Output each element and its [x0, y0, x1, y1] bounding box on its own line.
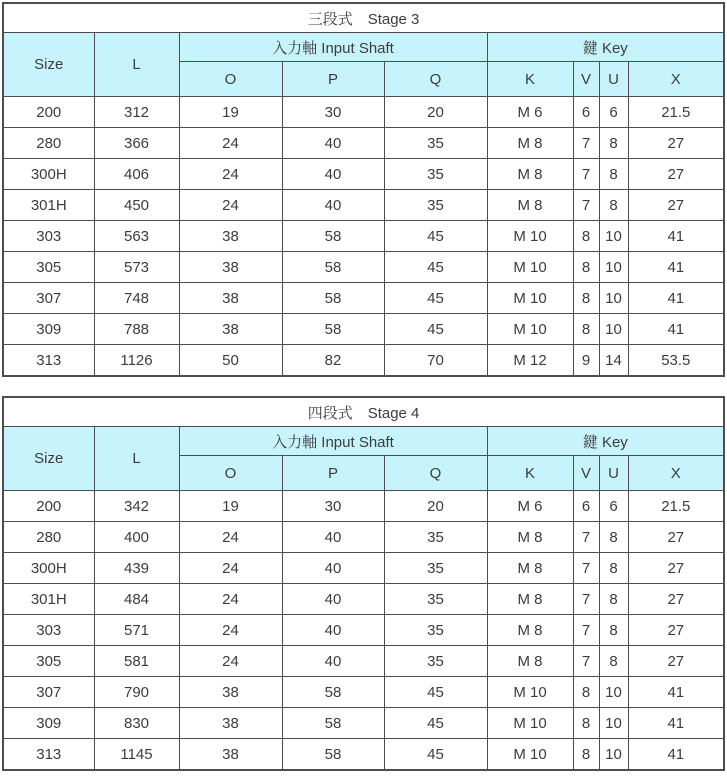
table-cell: 35 — [384, 553, 487, 584]
table-cell: 41 — [628, 283, 724, 314]
col-group-key: 鍵 Key — [487, 427, 724, 456]
col-header-o: O — [179, 62, 282, 97]
table-cell: 27 — [628, 553, 724, 584]
table-cell: 1145 — [94, 739, 179, 771]
table-cell: 200 — [3, 491, 94, 522]
table-cell: 7 — [573, 190, 599, 221]
table-cell: 50 — [179, 345, 282, 377]
col-header-q: Q — [384, 62, 487, 97]
table-cell: 300H — [3, 159, 94, 190]
table-cell: 313 — [3, 739, 94, 771]
table-cell: 35 — [384, 128, 487, 159]
table-cell: 20 — [384, 97, 487, 128]
stage3-table-body — [3, 97, 724, 377]
table-cell: 366 — [94, 128, 179, 159]
table-cell: 7 — [573, 584, 599, 615]
col-header-p: P — [282, 456, 384, 491]
table-cell: 41 — [628, 677, 724, 708]
table-cell: M 10 — [487, 252, 573, 283]
table-cell: 8 — [573, 252, 599, 283]
table-cell: 35 — [384, 159, 487, 190]
table-cell: M 8 — [487, 553, 573, 584]
table-cell: 8 — [599, 190, 628, 221]
table-cell: 8 — [573, 739, 599, 771]
table-cell: 45 — [384, 283, 487, 314]
col-header-p: P — [282, 62, 384, 97]
table-cell: 35 — [384, 584, 487, 615]
table-cell: 8 — [599, 584, 628, 615]
table-cell: 303 — [3, 615, 94, 646]
table-cell: 9 — [573, 345, 599, 377]
table-cell: M 8 — [487, 584, 573, 615]
table-cell: 27 — [628, 584, 724, 615]
col-header-o: O — [179, 456, 282, 491]
table-cell: 563 — [94, 221, 179, 252]
table-cell: 303 — [3, 221, 94, 252]
table-cell: 24 — [179, 128, 282, 159]
col-header-k: K — [487, 62, 573, 97]
table-cell: 35 — [384, 190, 487, 221]
table-row — [3, 615, 724, 646]
header-group-row — [3, 33, 724, 62]
table-row — [3, 314, 724, 345]
table-cell: M 8 — [487, 128, 573, 159]
table-cell: 58 — [282, 677, 384, 708]
table-row — [3, 190, 724, 221]
table-cell: 307 — [3, 677, 94, 708]
table-cell: 35 — [384, 522, 487, 553]
col-header-size: Size — [3, 33, 94, 97]
table-cell: 305 — [3, 252, 94, 283]
table-cell: 300H — [3, 553, 94, 584]
table-cell: 38 — [179, 252, 282, 283]
table-cell: M 10 — [487, 283, 573, 314]
table-cell: 313 — [3, 345, 94, 377]
col-header-size: Size — [3, 427, 94, 491]
col-header-k: K — [487, 456, 573, 491]
table-cell: 790 — [94, 677, 179, 708]
table-cell: 40 — [282, 128, 384, 159]
table-row — [3, 97, 724, 128]
table-cell: 6 — [573, 491, 599, 522]
table-row — [3, 345, 724, 377]
table-cell: M 10 — [487, 708, 573, 739]
table-cell: 24 — [179, 553, 282, 584]
table-cell: 309 — [3, 314, 94, 345]
table-title-row — [3, 397, 724, 427]
table-cell: 8 — [573, 677, 599, 708]
table-cell: M 6 — [487, 491, 573, 522]
table-cell: 342 — [94, 491, 179, 522]
stage4-table-body — [3, 491, 724, 771]
table-cell: 45 — [384, 677, 487, 708]
table-cell: 58 — [282, 252, 384, 283]
table-cell: 35 — [384, 646, 487, 677]
table-cell: 8 — [573, 283, 599, 314]
table-cell: 6 — [599, 491, 628, 522]
table-cell: 41 — [628, 252, 724, 283]
table-cell: M 8 — [487, 615, 573, 646]
table-cell: 40 — [282, 584, 384, 615]
table-cell: 7 — [573, 553, 599, 584]
table-cell: 58 — [282, 314, 384, 345]
table-cell: 748 — [94, 283, 179, 314]
table-cell: 24 — [179, 190, 282, 221]
table-cell: 38 — [179, 677, 282, 708]
table-cell: 10 — [599, 314, 628, 345]
table-cell: 10 — [599, 283, 628, 314]
table-cell: 38 — [179, 221, 282, 252]
table-row — [3, 553, 724, 584]
col-header-q: Q — [384, 456, 487, 491]
table-cell: 7 — [573, 159, 599, 190]
table-cell: 30 — [282, 491, 384, 522]
table-cell: 82 — [282, 345, 384, 377]
table-cell: 8 — [599, 522, 628, 553]
col-header-x: X — [628, 456, 724, 491]
table-cell: 301H — [3, 584, 94, 615]
stage4-table-title: 四段式 Stage 4 — [3, 397, 724, 427]
table-cell: 280 — [3, 128, 94, 159]
col-group-key: 鍵 Key — [487, 33, 724, 62]
table-cell: 27 — [628, 128, 724, 159]
table-cell: 40 — [282, 522, 384, 553]
table-cell: 21.5 — [628, 491, 724, 522]
table-cell: M 10 — [487, 739, 573, 771]
table-row — [3, 128, 724, 159]
table-cell: 8 — [599, 159, 628, 190]
table-cell: 27 — [628, 646, 724, 677]
table-cell: 439 — [94, 553, 179, 584]
table-cell: 45 — [384, 314, 487, 345]
table-cell: 70 — [384, 345, 487, 377]
table-cell: 45 — [384, 252, 487, 283]
table-cell: 8 — [573, 708, 599, 739]
table-cell: M 6 — [487, 97, 573, 128]
table-cell: 10 — [599, 221, 628, 252]
table-cell: 45 — [384, 221, 487, 252]
table-cell: 35 — [384, 615, 487, 646]
stage3-spec-table — [2, 2, 725, 377]
table-cell: 24 — [179, 584, 282, 615]
stage3-table-title: 三段式 Stage 3 — [3, 3, 724, 33]
table-cell: 8 — [599, 615, 628, 646]
table-cell: 38 — [179, 708, 282, 739]
col-header-x: X — [628, 62, 724, 97]
table-cell: 40 — [282, 159, 384, 190]
table-cell: 406 — [94, 159, 179, 190]
table-cell: 21.5 — [628, 97, 724, 128]
col-header-l: L — [94, 427, 179, 491]
table-row — [3, 283, 724, 314]
table-cell: 58 — [282, 283, 384, 314]
stage4-spec-table — [2, 396, 725, 771]
table-cell: 27 — [628, 159, 724, 190]
table-cell: 7 — [573, 522, 599, 553]
table-row — [3, 522, 724, 553]
table-cell: M 10 — [487, 221, 573, 252]
col-header-v: V — [573, 62, 599, 97]
table-cell: 14 — [599, 345, 628, 377]
table-cell: 58 — [282, 221, 384, 252]
table-cell: 309 — [3, 708, 94, 739]
table-cell: 45 — [384, 739, 487, 771]
col-group-input-shaft: 入力軸 Input Shaft — [179, 33, 487, 62]
table-cell: 280 — [3, 522, 94, 553]
table-cell: 8 — [599, 128, 628, 159]
table-row — [3, 491, 724, 522]
table-cell: 6 — [599, 97, 628, 128]
table-cell: 27 — [628, 615, 724, 646]
col-header-u: U — [599, 62, 628, 97]
table-cell: 788 — [94, 314, 179, 345]
table-cell: 581 — [94, 646, 179, 677]
table-cell: M 8 — [487, 522, 573, 553]
table-cell: 45 — [384, 708, 487, 739]
table-cell: 38 — [179, 283, 282, 314]
table-cell: 8 — [599, 553, 628, 584]
table-cell: 38 — [179, 314, 282, 345]
table-cell: 8 — [599, 646, 628, 677]
table-cell: 27 — [628, 522, 724, 553]
table-row — [3, 584, 724, 615]
table-cell: 7 — [573, 128, 599, 159]
table-cell: 301H — [3, 190, 94, 221]
table-cell: 24 — [179, 522, 282, 553]
table-cell: 41 — [628, 739, 724, 771]
table-cell: M 8 — [487, 159, 573, 190]
table-cell: M 10 — [487, 314, 573, 345]
table-row — [3, 221, 724, 252]
table-cell: 19 — [179, 97, 282, 128]
table-cell: 450 — [94, 190, 179, 221]
table-cell: M 8 — [487, 190, 573, 221]
col-header-l: L — [94, 33, 179, 97]
col-group-input-shaft: 入力軸 Input Shaft — [179, 427, 487, 456]
table-cell: 7 — [573, 646, 599, 677]
table-row — [3, 646, 724, 677]
table-cell: 24 — [179, 615, 282, 646]
table-cell: 10 — [599, 677, 628, 708]
table-cell: 484 — [94, 584, 179, 615]
table-cell: 27 — [628, 190, 724, 221]
table-cell: 10 — [599, 739, 628, 771]
table-cell: 24 — [179, 646, 282, 677]
table-cell: 58 — [282, 708, 384, 739]
table-cell: 1126 — [94, 345, 179, 377]
col-header-v: V — [573, 456, 599, 491]
table-row — [3, 159, 724, 190]
table-cell: 41 — [628, 708, 724, 739]
table-cell: 40 — [282, 553, 384, 584]
table-cell: 312 — [94, 97, 179, 128]
table-cell: 30 — [282, 97, 384, 128]
table-cell: 41 — [628, 221, 724, 252]
table-cell: 571 — [94, 615, 179, 646]
table-cell: 8 — [573, 314, 599, 345]
table-cell: 40 — [282, 615, 384, 646]
col-header-u: U — [599, 456, 628, 491]
table-cell: 8 — [573, 221, 599, 252]
table-cell: 10 — [599, 252, 628, 283]
table-row — [3, 739, 724, 771]
table-cell: 7 — [573, 615, 599, 646]
table-cell: 573 — [94, 252, 179, 283]
table-cell: 830 — [94, 708, 179, 739]
header-group-row — [3, 427, 724, 456]
table-cell: 19 — [179, 491, 282, 522]
table-cell: 307 — [3, 283, 94, 314]
table-row — [3, 708, 724, 739]
table-cell: 200 — [3, 97, 94, 128]
table-cell: 41 — [628, 314, 724, 345]
table-cell: 20 — [384, 491, 487, 522]
table-cell: 53.5 — [628, 345, 724, 377]
table-cell: 10 — [599, 708, 628, 739]
table-cell: M 12 — [487, 345, 573, 377]
table-cell: 40 — [282, 190, 384, 221]
table-cell: 305 — [3, 646, 94, 677]
table-row — [3, 252, 724, 283]
table-row — [3, 677, 724, 708]
table-cell: M 8 — [487, 646, 573, 677]
table-cell: 400 — [94, 522, 179, 553]
table-cell: 58 — [282, 739, 384, 771]
table-cell: M 10 — [487, 677, 573, 708]
table-cell: 24 — [179, 159, 282, 190]
table-cell: 6 — [573, 97, 599, 128]
table-title-row — [3, 3, 724, 33]
table-cell: 40 — [282, 646, 384, 677]
table-cell: 38 — [179, 739, 282, 771]
